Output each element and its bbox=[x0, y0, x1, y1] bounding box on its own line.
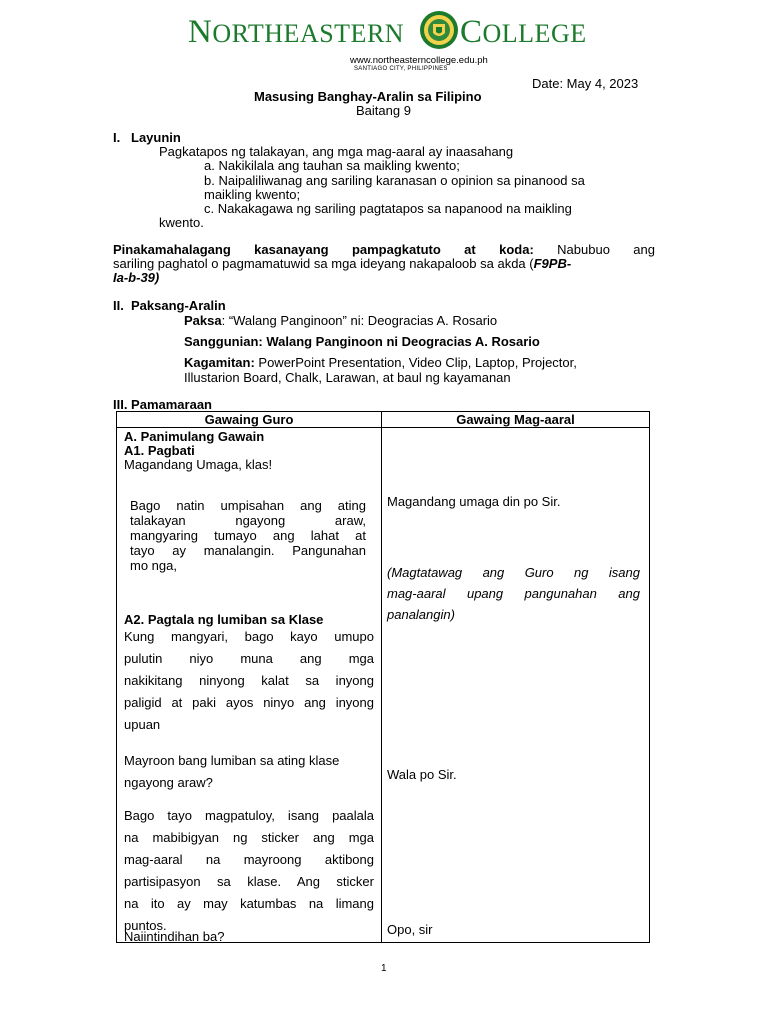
pagtala-heading: A2. Pagtala ng lumiban sa Klase bbox=[124, 612, 324, 627]
teacher-absence-question: Mayroon bang lumiban sa ating klase ngayong araw? bbox=[124, 753, 340, 790]
college-logo bbox=[188, 10, 600, 76]
page-number: 1 bbox=[381, 963, 387, 974]
section-number-paksang-aralin: II. bbox=[113, 298, 124, 313]
objective-b-line2: maikling kwento; bbox=[204, 187, 301, 202]
grade-level: Baitang 9 bbox=[356, 103, 411, 118]
student-activities bbox=[382, 428, 649, 942]
objective-c-line1: c. Nakakagawa ng sariling pagtatapos sa napanood na maikling bbox=[204, 201, 572, 216]
column-header-teacher: Gawaing Guro bbox=[117, 412, 382, 428]
student-greeting-reply: Magandang umaga din po Sir. bbox=[387, 494, 561, 509]
section-heading-layunin: Layunin bbox=[131, 130, 181, 145]
procedure-table bbox=[116, 411, 650, 943]
competency-line2: sariling paghatol o pagmamatuwid sa mga ideyang nakapaloob sa akda (F9PB- bbox=[113, 256, 572, 271]
student-understood-reply: Opo, sir bbox=[387, 922, 433, 937]
objective-a: a. Nakikilala ang tauhan sa maikling kwento; bbox=[204, 158, 460, 173]
section-number-layunin: I. bbox=[113, 130, 121, 145]
teacher-sticker-reminder: Bago tayo magpatuloy, isang paalala na mabibigyan ng sticker ang mga mag-aaral na mayroong aktibong partisipasyon sa klase. Ang sticker na ito ay may katumbas na limang puntos. bbox=[124, 808, 374, 933]
teacher-activities bbox=[117, 428, 381, 942]
logo-wordmark-left: NORTHEASTERN bbox=[188, 14, 405, 50]
teacher-greeting: Magandang Umaga, klas! bbox=[124, 457, 273, 472]
teacher-understood-question: Naiintindihan ba? bbox=[124, 929, 225, 944]
student-absence-reply: Wala po Sir. bbox=[387, 767, 457, 782]
section-heading-paksang-aralin: Paksang-Aralin bbox=[131, 298, 226, 313]
college-seal-icon bbox=[419, 10, 459, 50]
sanggunian-line: Sanggunian: Walang Panginoon ni Deogracias A. Rosario bbox=[184, 334, 540, 349]
college-location: SANTIAGO CITY, PHILIPPINES bbox=[354, 66, 448, 72]
objective-b-line1: b. Naipaliliwanag ang sariling karanasan o opinion sa pinanood sa bbox=[204, 173, 585, 188]
document-title: Masusing Banghay-Aralin sa Filipino bbox=[254, 89, 482, 104]
pagbati-heading: A1. Pagbati bbox=[124, 443, 195, 458]
column-header-student: Gawaing Mag-aaral bbox=[382, 412, 650, 428]
objective-c-line2: kwento. bbox=[159, 215, 204, 230]
section-heading-pamamaraan: III. Pamamaraan bbox=[113, 397, 212, 412]
paksa-line: Paksa: “Walang Panginoon” ni: Deogracias A. Rosario bbox=[184, 313, 498, 328]
document-date: Date: May 4, 2023 bbox=[532, 76, 639, 91]
teacher-cleanup-instruction: Kung mangyari, bago kayo umupo pulutin niyo muna ang mga nakikitang ninyong kalat sa inyong paligid at paki ayos ninyo ang inyong upuan bbox=[124, 629, 374, 732]
logo-wordmark-right: COLLEGE bbox=[460, 14, 587, 50]
student-prayer-note: (Magtatawag ang Guro ng isang mag-aaral upang pangunahan ang panalangin) bbox=[387, 565, 640, 622]
competency-line1: Pinakamahalagang kasanayang pampagkatuto at koda: Nabubuo ang bbox=[113, 242, 655, 257]
panimulang-gawain-heading: A. Panimulang Gawain bbox=[124, 429, 265, 444]
competency-code: Ia-b-39) bbox=[113, 270, 160, 285]
objective-intro: Pagkatapos ng talakayan, ang mga mag-aaral ay inaasahang bbox=[159, 144, 514, 159]
kagamitan-line2: Illustarion Board, Chalk, Larawan, at baul ng kayamanan bbox=[184, 370, 511, 385]
kagamitan-line1: Kagamitan: PowerPoint Presentation, Video Clip, Laptop, Projector, bbox=[184, 355, 577, 370]
college-website: www.northeasterncollege.edu.ph bbox=[350, 55, 488, 66]
teacher-prayer-instruction: Bago natin umpisahan ang ating talakayan ngayong araw, mangyaring tumayo ang lahat at tayo ay manalangin. Pangunahan mo nga, bbox=[130, 498, 366, 573]
